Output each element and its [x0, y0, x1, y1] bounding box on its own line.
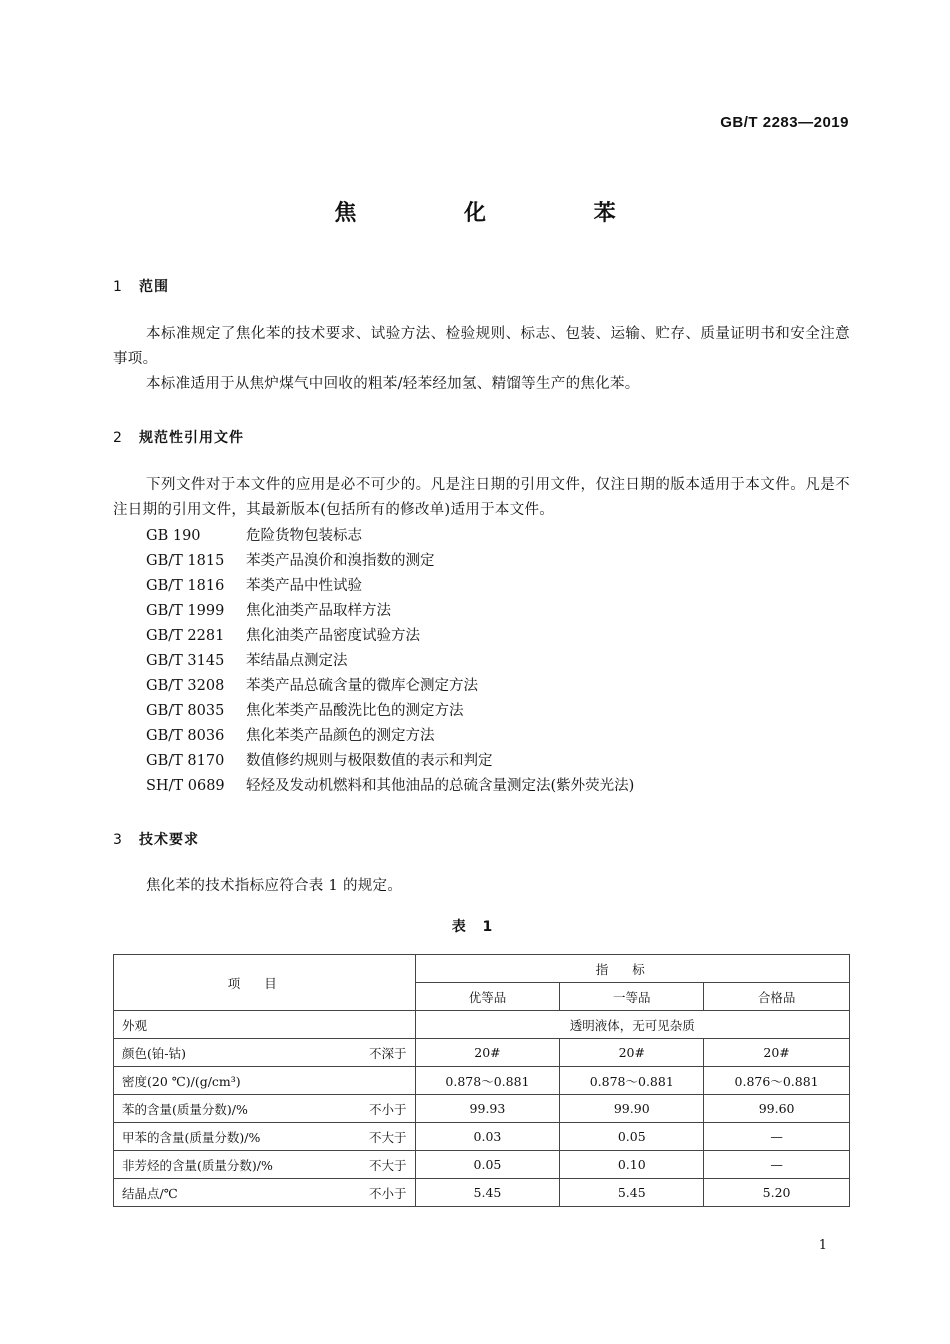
row-label: 颜色(铂-钴)	[122, 1045, 186, 1061]
table-cell: 5.45	[415, 1179, 560, 1207]
scope-paragraph-1: 本标准规定了焦化苯的技术要求、试验方法、检验规则、标志、包装、运输、贮存、质量证明书和安全注意事项。	[113, 326, 850, 367]
row-label-cell	[114, 1095, 416, 1123]
document-code: GB/T 2283—2019	[720, 114, 849, 131]
table-cell: —	[704, 1123, 850, 1151]
item-header: 项目	[114, 955, 416, 1011]
section-title: 技术要求	[139, 832, 199, 848]
section-title: 范围	[139, 279, 169, 295]
indicator-header: 指标	[415, 955, 849, 983]
document-title: 焦 化 苯	[334, 201, 666, 226]
reference-list	[146, 524, 634, 799]
row-label: 外观	[114, 1011, 416, 1039]
table-row	[114, 1123, 850, 1151]
reference-title: 危险货物包装标志	[246, 528, 362, 544]
reference-title: 焦化苯类产品酸洗比色的测定方法	[246, 703, 464, 719]
spec-table	[113, 954, 850, 1207]
table-caption: 表 1	[451, 919, 499, 935]
reference-title: 焦化油类产品密度试验方法	[246, 628, 420, 644]
table-cell: 0.05	[415, 1151, 560, 1179]
row-condition: 不小于	[369, 1101, 407, 1117]
reference-title: 焦化苯类产品颜色的测定方法	[246, 728, 435, 744]
table-cell: 20#	[415, 1039, 560, 1067]
page-number: 1	[818, 1238, 827, 1253]
reference-item	[146, 774, 634, 799]
table-cell: 5.45	[560, 1179, 704, 1207]
row-condition: 不小于	[369, 1185, 407, 1201]
row-label: 苯的含量(质量分数)/%	[122, 1101, 248, 1117]
table-cell: 0.878～0.881	[415, 1067, 560, 1095]
table-row	[114, 1039, 850, 1067]
row-label-cell	[114, 1039, 416, 1067]
reference-title: 轻烃及发动机燃料和其他油品的总硫含量测定法(紫外荧光法)	[246, 778, 635, 794]
row-condition: 不深于	[369, 1045, 407, 1061]
reference-title: 苯类产品总硫含量的微库仑测定方法	[246, 678, 478, 694]
reference-item	[146, 524, 634, 549]
row-label: 密度(20 ℃)/(g/cm³)	[122, 1073, 241, 1089]
row-condition: 不大于	[369, 1129, 407, 1145]
table-row	[114, 1095, 850, 1123]
table-row	[114, 1067, 850, 1095]
table-row	[114, 1179, 850, 1207]
table-cell: 20#	[560, 1039, 704, 1067]
reference-code: GB/T 2281	[146, 628, 225, 644]
reference-code: GB 190	[146, 528, 201, 544]
table-cell: 0.876～0.881	[704, 1067, 850, 1095]
requirements-paragraph: 焦化苯的技术指标应符合表 1 的规定。	[146, 878, 403, 894]
table-cell: 0.878～0.881	[560, 1067, 704, 1095]
references-intro: 下列文件对于本文件的应用是必不可少的。凡是注日期的引用文件，仅注日期的版本适用于本文件。凡是不注日期的引用文件，其最新版本(包括所有的修改单)适用于本文件。	[113, 477, 850, 518]
reference-code: GB/T 3145	[146, 653, 225, 669]
table-cell: 20#	[704, 1039, 850, 1067]
reference-code: GB/T 8036	[146, 728, 225, 744]
reference-item	[146, 749, 634, 774]
row-label-cell	[114, 1067, 416, 1095]
reference-title: 苯类产品溴价和溴指数的测定	[246, 553, 435, 569]
row-label-cell	[114, 1123, 416, 1151]
reference-title: 苯结晶点测定法	[246, 653, 348, 669]
table-cell: 0.03	[415, 1123, 560, 1151]
reference-item	[146, 674, 634, 699]
table-cell: 99.90	[560, 1095, 704, 1123]
row-label-cell	[114, 1151, 416, 1179]
row-label: 非芳烃的含量(质量分数)/%	[122, 1157, 273, 1173]
reference-code: GB/T 1816	[146, 578, 225, 594]
row-label: 结晶点/℃	[122, 1185, 178, 1201]
reference-item	[146, 699, 634, 724]
scope-paragraph-2: 本标准适用于从焦炉煤气中回收的粗苯/轻苯经加氢、精馏等生产的焦化苯。	[146, 376, 640, 392]
grade-header: 一等品	[560, 983, 704, 1011]
row-condition: 不大于	[369, 1157, 407, 1173]
reference-title: 苯类产品中性试验	[246, 578, 362, 594]
reference-title: 数值修约规则与极限数值的表示和判定	[246, 753, 493, 769]
reference-code: GB/T 1815	[146, 553, 225, 569]
appearance-value: 透明液体，无可见杂质	[415, 1011, 849, 1039]
reference-code: GB/T 3208	[146, 678, 225, 694]
table-cell: —	[704, 1151, 850, 1179]
reference-item	[146, 624, 634, 649]
reference-code: GB/T 1999	[146, 603, 225, 619]
table-cell: 99.60	[704, 1095, 850, 1123]
section-heading-scope	[113, 276, 169, 296]
table-row	[114, 1151, 850, 1179]
reference-title: 焦化油类产品取样方法	[246, 603, 391, 619]
reference-item	[146, 599, 634, 624]
table-row	[114, 1011, 850, 1039]
reference-code: GB/T 8170	[146, 753, 225, 769]
reference-code: SH/T 0689	[146, 778, 225, 794]
section-heading-requirements	[113, 829, 199, 849]
table-cell: 0.05	[560, 1123, 704, 1151]
grade-header: 优等品	[415, 983, 560, 1011]
grade-header: 合格品	[704, 983, 850, 1011]
reference-item	[146, 724, 634, 749]
table-header-row	[114, 955, 850, 983]
section-number: 1	[113, 279, 123, 295]
reference-item	[146, 574, 634, 599]
table-cell: 0.10	[560, 1151, 704, 1179]
reference-code: GB/T 8035	[146, 703, 225, 719]
table-cell: 5.20	[704, 1179, 850, 1207]
section-title: 规范性引用文件	[139, 430, 244, 446]
section-number: 3	[113, 832, 123, 848]
section-heading-references	[113, 427, 244, 447]
row-label-cell	[114, 1179, 416, 1207]
section-number: 2	[113, 430, 123, 446]
table-cell: 99.93	[415, 1095, 560, 1123]
reference-item	[146, 649, 634, 674]
reference-item	[146, 549, 634, 574]
row-label: 甲苯的含量(质量分数)/%	[122, 1129, 261, 1145]
